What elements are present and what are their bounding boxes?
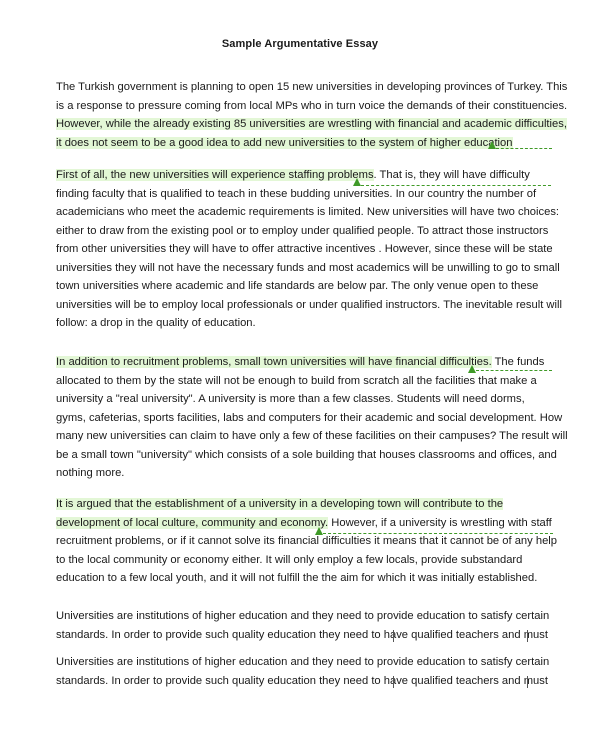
paragraph-3-line (56, 466, 124, 480)
text-segment: standards. In order to provide such quality education they need to have (56, 628, 409, 641)
paragraph-2-line (56, 187, 536, 201)
paragraph-6-line (56, 655, 549, 669)
comment-connector-line (496, 148, 552, 149)
paragraph-4-line (56, 534, 557, 548)
text-segment: finding faculty that is qualified to teach in these budding universities. In our country the number of (56, 187, 537, 200)
text-segment: is a response to pressure coming from local MPs who in turn voice the demands of their constituencies. (56, 99, 568, 112)
paragraph-6-line (56, 674, 548, 688)
paragraph-2-line (56, 242, 553, 256)
highlighted-text: development of local culture, community and economy. (56, 516, 329, 529)
text-segment: many new universities can claim to have only a few of these facilities on their campuses? The result will (56, 430, 568, 442)
comment-marker-icon[interactable] (353, 178, 361, 186)
text-segment: recruitment problems, or if it cannot solve its financial difficulties it means that it cannot be of any help (56, 535, 557, 547)
text-segment: Universities are institutions of higher education and they need to provide education to satisfy certain (56, 656, 550, 668)
paragraph-5-line (56, 609, 549, 623)
paragraph-5-line (56, 628, 548, 642)
text-segment: either to draw from the existing pool or to employ under qualified people. To attract those instructors (56, 224, 549, 237)
comment-connector-line (361, 185, 551, 186)
paragraph-3-line (56, 411, 562, 425)
paragraph-1-line (56, 99, 567, 113)
text-cursor-icon (393, 630, 394, 642)
text-segment: to the local community or economy either. It will only employ a few locals, provide substandard (56, 553, 523, 566)
paragraph-3-line (56, 392, 525, 406)
text-segment: follow: a drop in the quality of education. (56, 317, 256, 329)
text-segment: from other universities they will have to offer attractive incentives . However, since these will be state (56, 243, 553, 255)
paragraph-1-line (56, 117, 567, 131)
paragraph-2-line (56, 316, 256, 330)
text-segment: nothing more. (56, 467, 125, 479)
comment-connector-line (476, 370, 552, 371)
text-segment: qualified teachers and must (408, 674, 548, 687)
text-segment: education to a few local youth, and it will not fulfill the the aim for which it was initially established. (56, 572, 538, 584)
paragraph-3-line (56, 448, 557, 462)
paragraph-4-line (56, 553, 522, 567)
text-cursor-icon (527, 630, 528, 642)
paragraph-2-line (56, 261, 560, 275)
paragraph-1-line (56, 136, 513, 150)
paragraph-2-line (56, 224, 548, 238)
comment-connector-line (323, 533, 553, 534)
text-segment: The Turkish government is planning to open 15 new universities in developing provinces of Turkey. This (56, 81, 568, 93)
text-segment: gyms, cafeterias, sports facilities, labs and computers for their academic and social development. How (56, 411, 563, 424)
text-segment: . That is, they will have difficulty (373, 169, 530, 181)
highlighted-text: However, while the already existing 85 universities are wrestling with financial and academic difficulties, (56, 118, 567, 130)
text-segment: standards. In order to provide such quality education they need to have (56, 674, 409, 687)
highlighted-text: First of all, the new universities will experience staffing problems (56, 169, 374, 181)
comment-marker-icon[interactable] (468, 365, 476, 373)
paragraph-3-line (56, 429, 568, 443)
paragraph-4-line (56, 497, 503, 511)
text-segment: town universities where academic and life standards are below par. The only venue open to these (56, 280, 539, 292)
paragraph-2-line (56, 168, 530, 182)
text-segment: university a "real university". A university is more than a few classes. Students will need dorms, (56, 393, 525, 405)
text-cursor-icon (527, 676, 528, 688)
text-segment: The funds (491, 356, 545, 368)
text-segment: However, if a university is wrestling with staff (328, 516, 552, 529)
document-title: Sample Argumentative Essay (221, 38, 379, 50)
paragraph-3-line (56, 374, 537, 388)
highlighted-text: It is argued that the establishment of a university in a developing town will contribute to the (56, 498, 504, 510)
text-segment: allocated to them by the state will not be enough to build from scratch all the facilities that make a (56, 374, 537, 387)
text-segment: qualified teachers and must (408, 628, 548, 641)
text-segment: universities will be to employ local professionals or under qualified instructors. The inevitable result will (56, 298, 562, 311)
text-cursor-icon (393, 676, 394, 688)
text-segment: academicians who meet the academic requirements is limited. New universities will have two choices: (56, 206, 560, 218)
text-segment: Universities are institutions of higher education and they need to provide education to satisfy certain (56, 610, 550, 622)
paragraph-2-line (56, 279, 538, 293)
paragraph-2-line (56, 205, 559, 219)
highlighted-text: In addition to recruitment problems, small town universities will have financial difficulties. (56, 356, 492, 368)
text-segment: universities they will not have the necessary funds and most academics will be unwilling to go to small (56, 261, 560, 274)
highlighted-text: it does not seem to be a good idea to add new universities to the system of higher education (56, 136, 513, 149)
paragraph-1-line (56, 80, 567, 94)
paragraph-4-line (56, 571, 537, 585)
paragraph-2-line (56, 298, 562, 312)
paragraph-4-line (56, 516, 552, 530)
comment-marker-icon[interactable] (488, 141, 496, 149)
text-segment: be a small town "university" which consists of a sole building that houses classrooms and offices, and (56, 448, 557, 461)
comment-marker-icon[interactable] (315, 527, 323, 535)
